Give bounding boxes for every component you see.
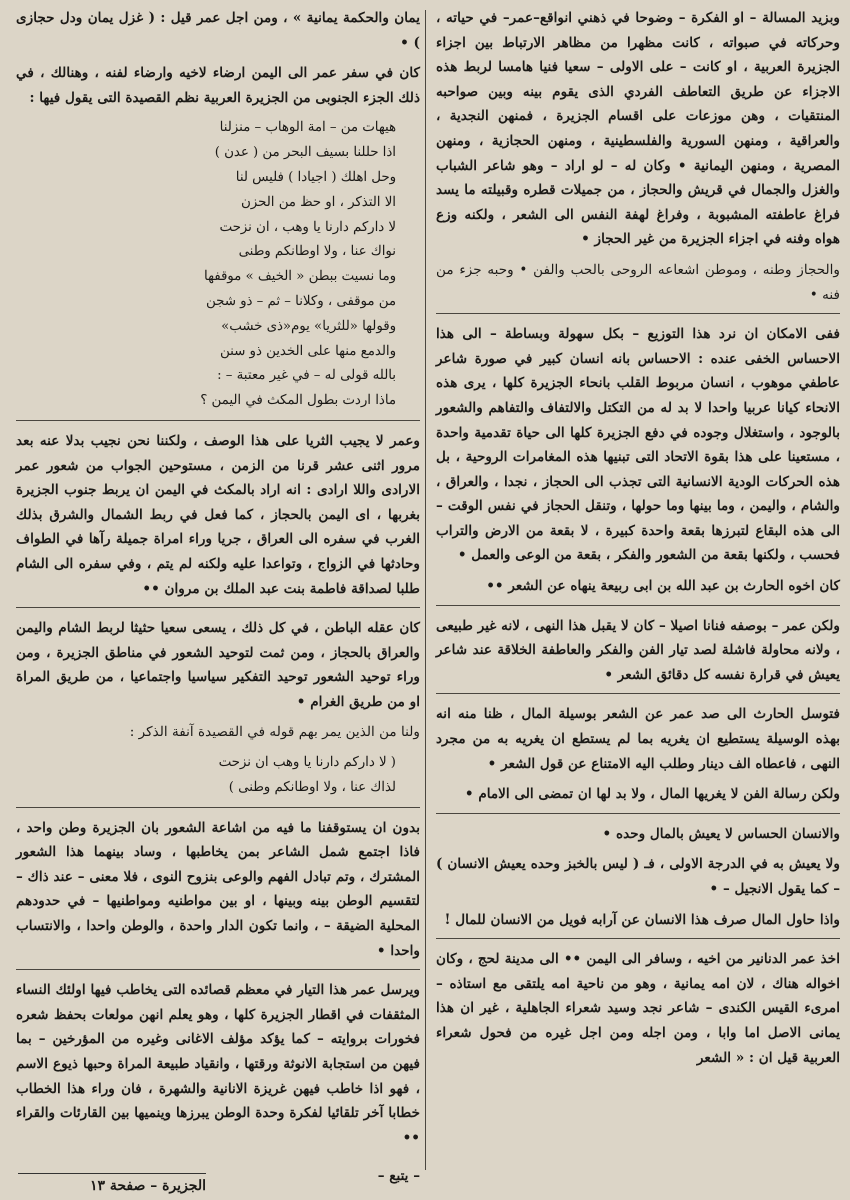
poem-line: ماذا اردت بطول المكث في اليمن ؟ <box>200 393 396 409</box>
poem-line: من موقفى ، وكلانا – ثم – ذو شجن <box>206 293 396 309</box>
divider <box>436 313 840 314</box>
paragraph: ويرسل عمر هذا التيار في معظم قصائده التى يخاطب فيها اولئك النساء المثقفات في اقطار الجزيرة كلها ، وهو يعلم انهن مولعات بحفظ شعره فخورات بروايته – كما يؤكد مؤلف الاغانى وغيره من المؤرخين – بما فيهن من استجابة الانوثة ورقتها ، وانقياد طبيعة المراة وحبها ذيوع الاسم ، فهو اذا خاطب فيهن غريزة الانانية والشهرة ، فان وراء هذا الخطاب خطابا آخر تلقائيا لفكرة وحدة الوطن يبرزها وينميها بين القارئات والقراء •• <box>16 982 420 1146</box>
right-column <box>436 6 840 1076</box>
divider <box>16 420 420 421</box>
divider <box>16 969 420 970</box>
divider <box>436 605 840 606</box>
poem <box>56 116 396 414</box>
page-footer: الجزيرة – صفحة ١٣ <box>18 1173 206 1194</box>
paragraph: وبزيد المسالة – او الفكرة – وضوحا في ذهني انواقع–عمر– في حياته ، وحركاته في صبواته ، كانت مظهرا من مظاهر الارتباط بين اجزاء الجزيرة العربية ، او كانت – على الاولى – سعيا فنيا هامسا لربط هذه الاجزاء عن طريق التعاطف الفردي الذى يقوم بينه وبين صواحبه المنتقيات ، وهن موزعات على اقسام الجزيرة ، فمنهن النجدية ، والعراقية ، ومنهن السورية والفلسطينية ، ومنهن الحجازية ، ومنهن المصرية ، ومنهن اليمانية • وكان له – لو اراد – وهو شاعر الشباب والغزل والجمال في قريش والحجاز ، من جميلات قطره وقبيلته ما يسد فراغ عاطفته المشبوبة ، وفراغ لهفة النفس الى الشعر ، ولكنه وزع هواه وفنه في اجزاء الجزيرة من غير الحجاز • <box>436 10 840 248</box>
paragraph: بدون ان يستوقفنا ما فيه من اشاعة الشعور بان الجزيرة وطن واحد ، فاذا اجتمع شمل الشاعر بمن يخاطبها ، وساد بينهما هذا الشعور المشترك ، وتم تبادل الفهم والوعى بنزوح النوى ، فلا معنى – عند ذاك – لتقسيم الوطن بينه وبينها ، او بين مواطنيه ومواطنيها – في حدودهم المحلية الضيقة – ، وانما تكون الدار واحدة ، والوطن واحدا ، والانتساب واحدا • <box>16 819 420 959</box>
poem-line: والدمع منها على الخدين ذو سنن <box>220 343 396 359</box>
poem-line: وقولها «للثريا» يوم«ذى خشب» <box>221 318 396 334</box>
poem-line: وحل اهلك ( اجيادا ) فليس لنا <box>235 169 396 185</box>
column-rule <box>425 10 426 1170</box>
poem-line: وما نسيت ببطن « الخيف » موقفها <box>204 269 396 285</box>
paragraph: والانسان الحساس لا يعيش بالمال وحده • <box>602 825 840 842</box>
poem-line: الا التذكر ، او حظ من الحزن <box>241 194 396 210</box>
paragraph: اخذ عمر الدنانير من اخيه ، وسافر الى اليمن •• الى مدينة لحج ، وكان اخواله هناك ، لان امه يمانية ، وهو من ناحية امه يلتقى مع استاذه – امرىء القيس الكندى – شاعر نجد وسيد شعراء الجاهلية ، غير ان هذا يمانى الاصل اما وابا ، ومن اجله ومن اجل غيره من فحول شعراء العربية قيل ان : « الشعر <box>436 951 840 1066</box>
divider <box>436 938 840 939</box>
paragraph: ولكن رسالة الفن لا يغريها المال ، ولا بد لها ان تمضى الى الامام • <box>464 786 840 803</box>
paragraph: ففى الامكان ان نرد هذا التوزيع – بكل سهولة وبساطة – الى هذا الاحساس الخفى عنده : الاحساس بانه انسان كبير في صورة شاعر عاطفي موهوب ، انسان مربوط القلب بانحاء الجزيرة كلها ، يرى هذه الانحاء كيانا عربيا واحدا لا بد له من التكتل والالتفاف والتفاهم والشعور بالوجود ، واستغلال وجوده في دفع الجزيرة كلها الى حياة تقدمية واحدة ، مستعينا على هذا بقوة الاتحاد التى تبنيها هذه المغامرات الروحية ، بل هذه الحركات الودية الانسانية التى تجذب الى الحجاز ، نجدا ، والعراق ، والشام ، واليمن ، وما بينها وما حولها ، وتنقل الحجاز في نفس الوقت – الى هذه البقاع لتبرزها بقعة واحدة كبيرة ، لا بقعة من الارض والتراب فحسب ، ولكنها بقعة من الشعور والفكر ، بقعة من الوعى والعمل • <box>436 326 840 564</box>
continued-label: – يتبع – <box>377 1168 420 1185</box>
poem-line: لذاك عنا ، ولا اوطانكم وطنى ) <box>228 779 396 795</box>
paragraph: ولكن عمر – بوصفه فنانا اصيلا – كان لا يقبل هذا النهى ، لانه غير طبيعى ، ولانه محاولة فاشلة لصد تيار الفن والفكر والعاطفة الخلاقة عند شاعر يعيش في قرارة نفسه كل دقائق الشعر • <box>436 617 840 683</box>
divider <box>436 813 840 814</box>
poem-line: نواك عنا ، ولا اوطانكم وطنى <box>238 244 396 260</box>
paragraph: وعمر لا يجيب الثريا على هذا الوصف ، ولكننا نحن نجيب بدلا عنه بعد مرور اثنى عشر قرنا من الزمن ، مستوحين الجواب من شعور عمر الارادى واللا ارادى : انه اراد بالمكث في اليمن ان يربط جنوب الجزيرة بغربها ، اى اليمن بالحجاز ، كما فعل في ربط الشمال والشرق بذلك الغرب في سفره الى العراق ، جريا وراء امراة جميلة رآها في الطواف وحادثها في الزواج ، وتواعدا عليه ولكنه لم يتم ، وفي سفره الى الشام طلبا لصداقة فاطمة بنت عبد الملك بن مروان •• <box>16 432 420 597</box>
paragraph: ولنا من الذين يمر بهم قوله في القصيدة آنفة الذكر : <box>129 724 420 741</box>
paragraph: ولا يعيش به في الدرجة الاولى ، فـ ( ليس بالخبز وحده يعيش الانسان ) – كما يقول الانجيل – • <box>436 856 840 897</box>
poem-line: لا داركم دارنا يا وهب ، ان نزحت <box>219 219 396 235</box>
paragraph: يمان والحكمة يمانية » ، ومن اجل عمر قيل : ( غزل يمان ودل حجازى ) • <box>16 10 420 51</box>
paragraph: فتوسل الحارث الى صد عمر عن الشعر بوسيلة المال ، ظنا منه انه بهذه الوسيلة يستطيع ان يغريه بما لم يستطع ان يغريه به من مجرد النهى ، فاعطاه الف دينار وطلب اليه الامتناع عن قول الشعر • <box>436 706 840 772</box>
poem <box>56 751 396 801</box>
paragraph: واذا حاول المال صرف هذا الانسان عن آرابه فويل من الانسان للمال ! <box>444 911 840 928</box>
paragraph: والحجاز وطنه ، وموطن اشعاعه الروحى بالحب والفن • وحبه جزء من فنه • <box>436 261 840 303</box>
divider <box>436 693 840 694</box>
divider <box>16 607 420 608</box>
left-column <box>16 6 420 1189</box>
poem-line: هيهات من – امة الوهاب – منزلنا <box>219 120 396 136</box>
poem-line: بالله قولى له – في غير معتبة – : <box>217 368 396 384</box>
divider <box>16 807 420 808</box>
paragraph: كان عقله الباطن ، في كل ذلك ، يسعى سعيا حثيثا لربط الشام واليمن والعراق بالحجاز ، ومن ثمت لتوحيد الشعور في مناطق الجزيرة ، ومن وراء توحيد الشعور توحيد التفكير سياسيا واجتماعيا ، من طريق المراة او من طريق الغرام • <box>16 620 420 710</box>
paragraph: كان اخوه الحارث بن عبد الله بن ابى ربيعة ينهاه عن الشعر •• <box>486 578 840 595</box>
poem-line: اذا حللنا بسيف البحر من ( عدن ) <box>214 145 396 161</box>
poem-line: ( لا داركم دارنا يا وهب ان نزحت <box>218 755 396 771</box>
paragraph: كان في سفر عمر الى اليمن ارضاء لاخيه وارضاء لفنه ، وهنالك ، في ذلك الجزء الجنوبى من الجزيرة العربية نظم القصيدة التى يقول فيها : <box>16 65 420 106</box>
